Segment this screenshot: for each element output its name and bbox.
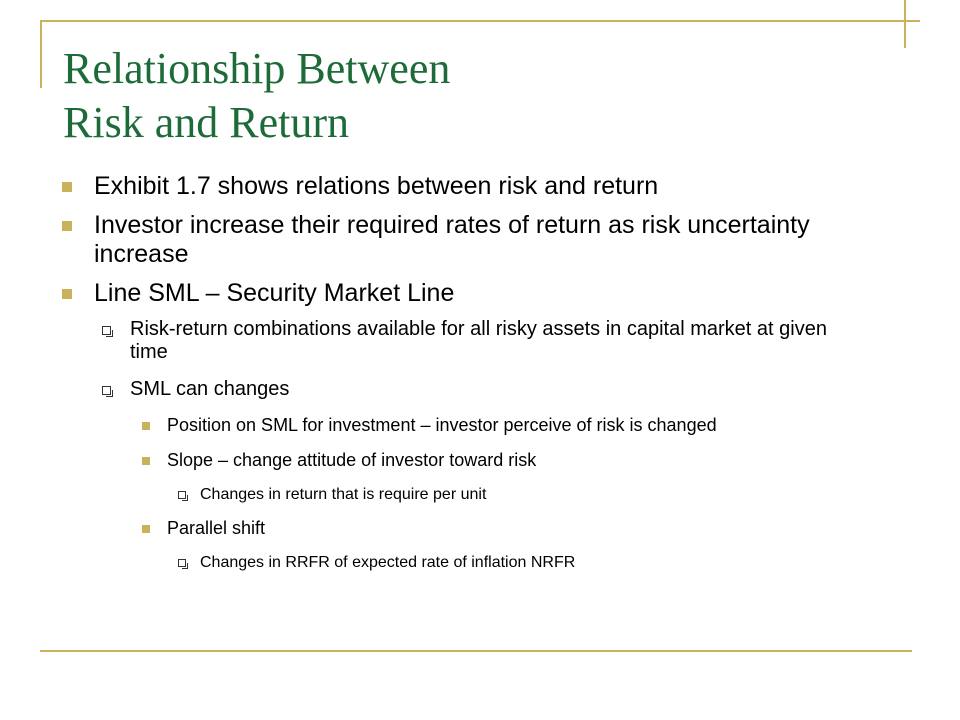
sub-bullet-item [62,378,862,401]
square-bullet-icon [142,422,150,430]
bullet-text: SML can changes [130,378,290,400]
bullet-item [62,172,862,201]
level4-bullet-item [62,485,862,504]
bullet-text: Changes in RRFR of expected rate of inflation NRFR [200,554,576,571]
left-rule [40,20,42,88]
sub-sub-bullet-item [62,450,862,471]
right-rule [904,0,906,48]
square-bullet-icon [62,182,72,192]
sub-sub-bullet-item [62,518,862,539]
bullet-text: Exhibit 1.7 shows relations between risk and return [94,172,659,200]
title-line-1: Relationship Between [63,44,451,93]
sub-sub-bullet-item [62,415,862,436]
slide-title [63,42,883,150]
square-bullet-icon [142,457,150,465]
bullet-text: Parallel shift [167,518,266,538]
box-bullet-icon [178,559,186,567]
bottom-rule [40,650,912,652]
bullet-text: Risk-return combinations available for all risky assets in capital market at given time [130,318,827,363]
box-bullet-icon [102,386,111,395]
bullet-text: Slope – change attitude of investor toward risk [167,450,537,470]
bullet-text: Investor increase their required rates of return as risk uncertainty increase [94,211,810,268]
box-bullet-icon [178,491,186,499]
bullet-item [62,279,862,308]
square-bullet-icon [62,221,72,231]
bullet-list [62,172,862,586]
square-bullet-icon [142,525,150,533]
level4-bullet-item [62,553,862,572]
bullet-text: Position on SML for investment – investor perceive of risk is changed [167,415,717,435]
square-bullet-icon [62,289,72,299]
top-rule [40,20,920,22]
bullet-item [62,211,862,269]
sub-bullet-item [62,318,862,364]
bullet-text: Changes in return that is require per unit [200,486,487,503]
bullet-text: Line SML – Security Market Line [94,279,455,307]
box-bullet-icon [102,326,111,335]
title-line-2: Risk and Return [63,98,349,147]
